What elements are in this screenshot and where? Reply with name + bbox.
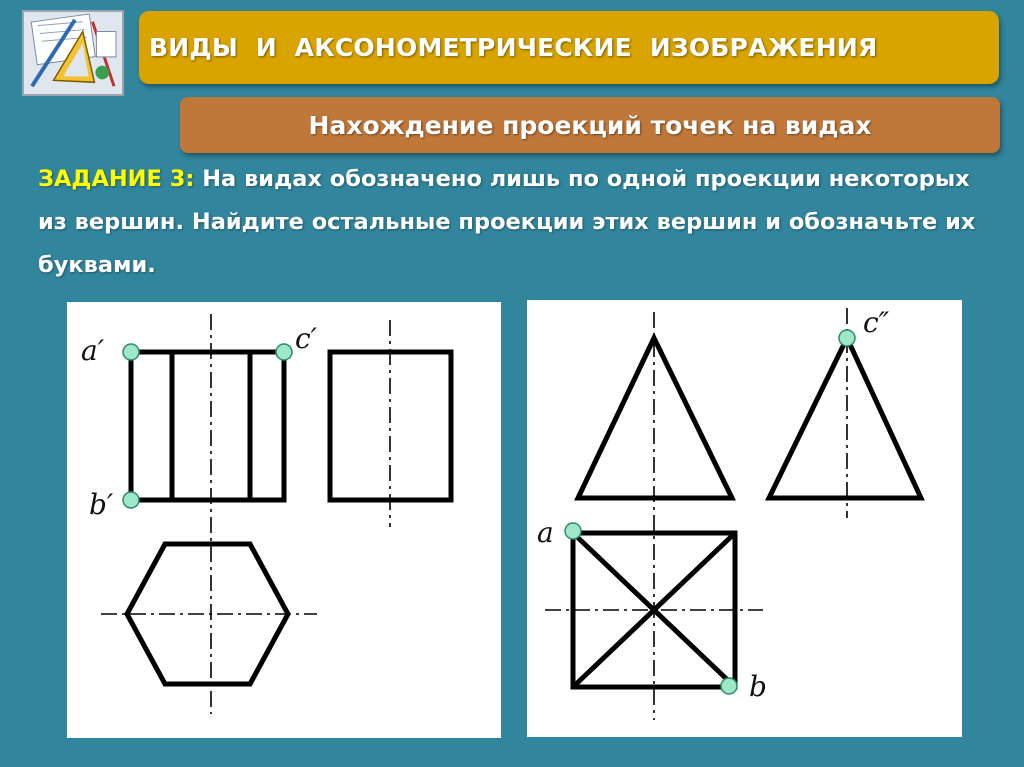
point-markers xyxy=(565,330,855,694)
front-view xyxy=(131,352,284,500)
page-title: ВИДЫ И АКСОНОМЕТРИЧЕСКИЕ ИЗОБРАЖЕНИЯ xyxy=(149,33,878,62)
point-a-marker xyxy=(123,344,139,360)
point-a-marker xyxy=(565,523,581,539)
drawing-square-pyramid xyxy=(527,300,962,737)
axis-lines xyxy=(545,308,847,720)
title-banner xyxy=(139,11,999,84)
drafting-tools-icon xyxy=(22,10,124,96)
task-description xyxy=(38,158,988,287)
front-view xyxy=(578,338,732,498)
label-a: a xyxy=(537,516,554,549)
point-c-marker xyxy=(276,344,292,360)
label-a-prime: a′ xyxy=(81,334,105,367)
axis-lines xyxy=(101,314,390,714)
label-b-prime: b′ xyxy=(89,488,114,521)
point-c-marker xyxy=(839,330,855,346)
point-b-marker xyxy=(123,492,139,508)
label-b: b xyxy=(749,670,767,703)
drawing-hexagonal-prism xyxy=(67,302,501,738)
task-text: На видах обозначено лишь по одной проекции некоторых из вершин. Найдите остальные проекции этих вершин и обозначьте их буквами. xyxy=(38,166,976,278)
point-b-marker xyxy=(721,678,737,694)
point-markers xyxy=(123,344,292,508)
label-c-prime: c′ xyxy=(295,322,318,355)
subtitle-banner xyxy=(180,97,1000,153)
side-view xyxy=(769,338,921,498)
page-subtitle: Нахождение проекций точек на видах xyxy=(308,110,872,140)
label-c-double-prime: c″ xyxy=(863,306,890,339)
task-label: ЗАДАНИЕ 3: xyxy=(38,166,195,192)
